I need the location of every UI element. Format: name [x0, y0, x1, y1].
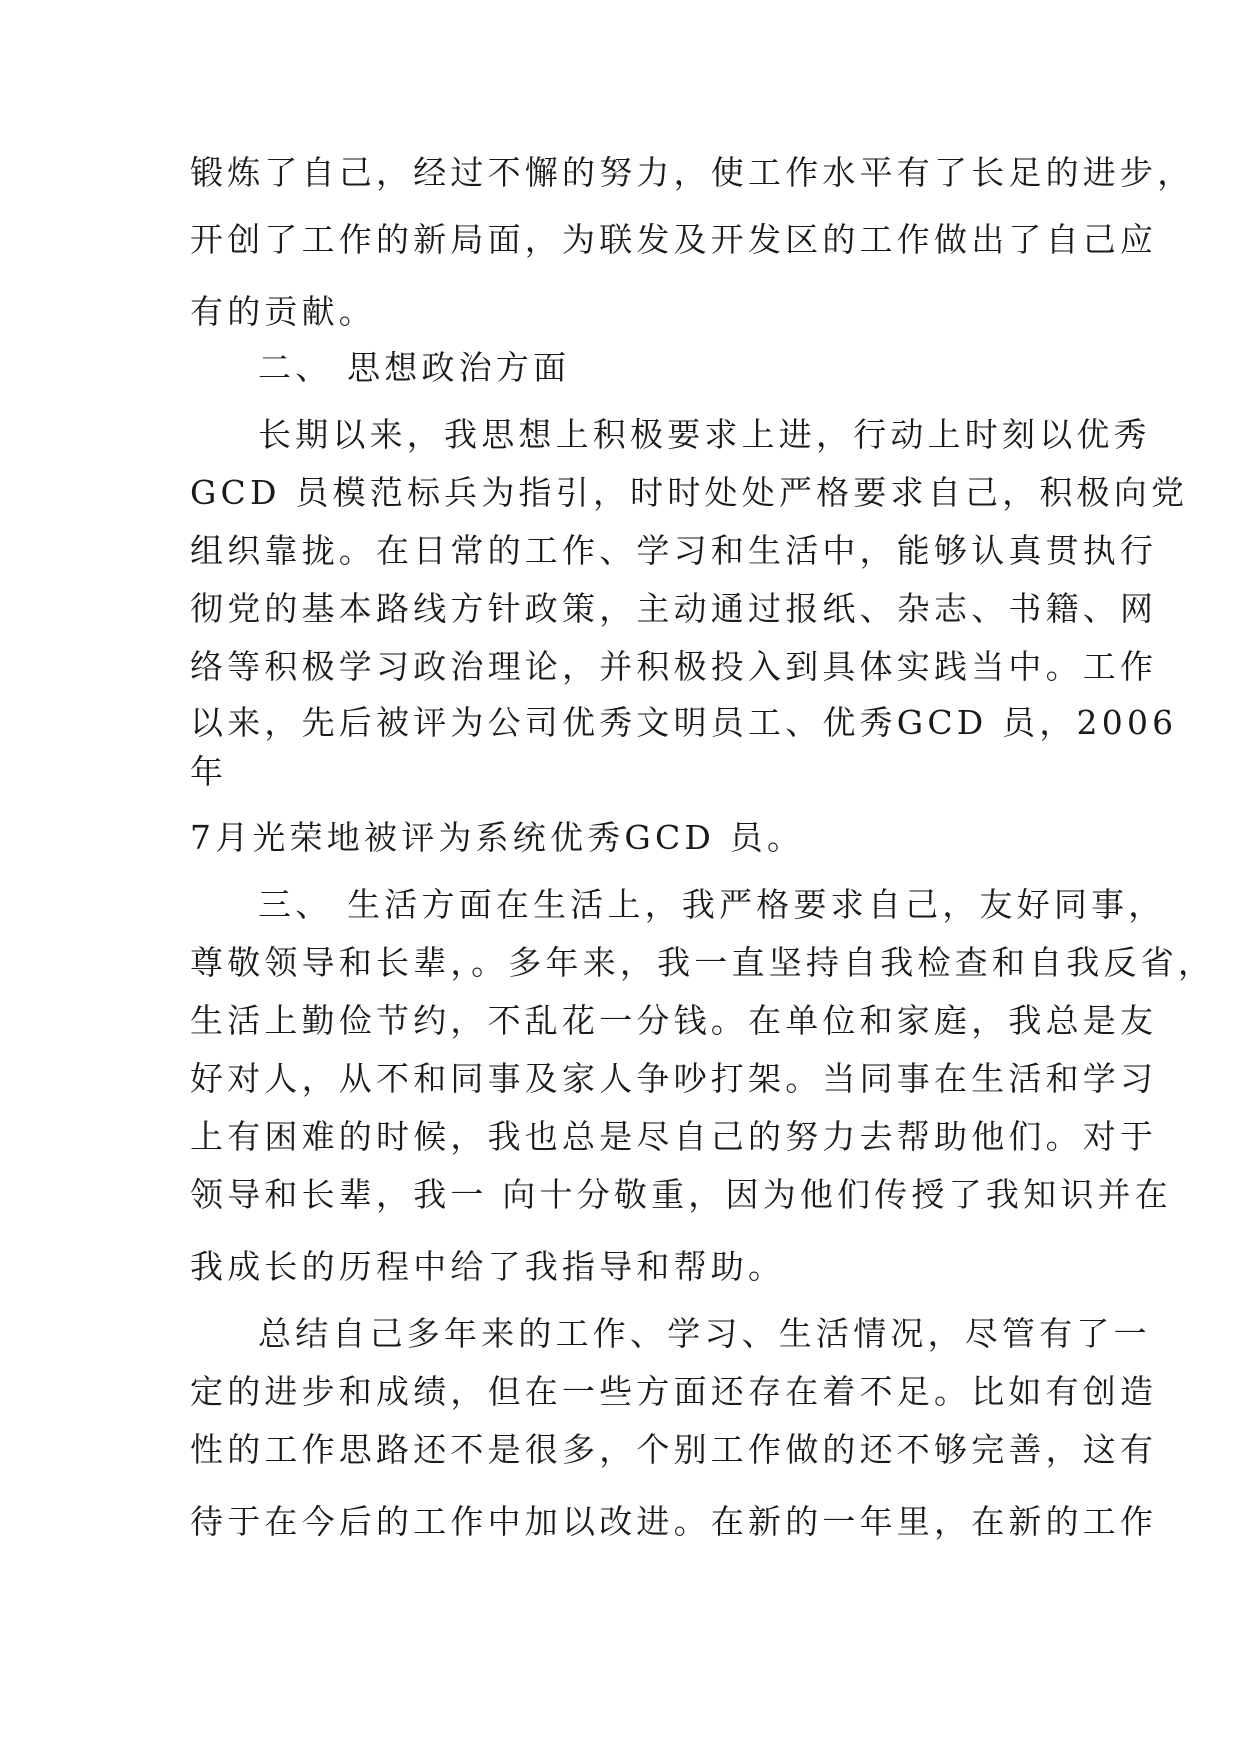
section-heading-ideology: 二、 思想政治方面 — [258, 348, 571, 387]
text-line: 定的进步和成绩，但在一些方面还存在着不足。比如有创造 — [190, 1372, 1158, 1411]
text-line: 上有困难的时候，我也总是尽自己的努力去帮助他们。对于 — [190, 1117, 1158, 1156]
text-line: 7月光荣地被评为系统优秀GCD 员。 — [190, 818, 805, 857]
text-line: GCD 员模范标兵为指引，时时处处严格要求自己，积极向党 — [190, 473, 1189, 512]
text-line: 总结自己多年来的工作、学习、生活情况，尽管有了一 — [258, 1314, 1151, 1353]
text-line: 锻炼了自己，经过不懈的努力，使工作水平有了长足的进步， — [190, 153, 1195, 192]
text-line: 有的贡献。 — [190, 292, 376, 331]
text-line: 络等积极学习政治理论，并积极投入到具体实践当中。工作 — [190, 647, 1158, 686]
text-line: 年 — [190, 752, 228, 791]
text-line: 组织靠拢。在日常的工作、学习和生活中，能够认真贯执行 — [190, 531, 1158, 570]
text-line: 好对人，从不和同事及家人争吵打架。当同事在生活和学习 — [190, 1059, 1158, 1098]
text-line: 生活上勤俭节约，不乱花一分钱。在单位和家庭，我总是友 — [190, 1001, 1158, 1040]
text-line: 以来，先后被评为公司优秀文明员工、优秀GCD 员，2006 — [190, 703, 1178, 742]
text-line: 领导和长辈，我一 向十分敬重，因为他们传授了我知识并在 — [190, 1175, 1172, 1214]
text-line: 尊敬领导和长辈，。多年来，我一直坚持自我检查和自我反省， — [190, 943, 1216, 982]
text-line: 性的工作思路还不是很多，个别工作做的还不够完善，这有 — [190, 1430, 1158, 1469]
section-heading-life: 三、 生活方面在生活上，我严格要求自己，友好同事， — [258, 885, 1166, 924]
text-line: 长期以来，我思想上积极要求上进，行动上时刻以优秀 — [258, 415, 1151, 454]
text-line: 待于在今后的工作中加以改进。在新的一年里，在新的工作 — [190, 1502, 1158, 1541]
text-line: 我成长的历程中给了我指导和帮助。 — [190, 1247, 786, 1286]
text-line: 开创了工作的新局面，为联发及开发区的工作做出了自己应 — [190, 220, 1158, 259]
text-line: 彻党的基本路线方针政策，主动通过报纸、杂志、书籍、网 — [190, 589, 1158, 628]
